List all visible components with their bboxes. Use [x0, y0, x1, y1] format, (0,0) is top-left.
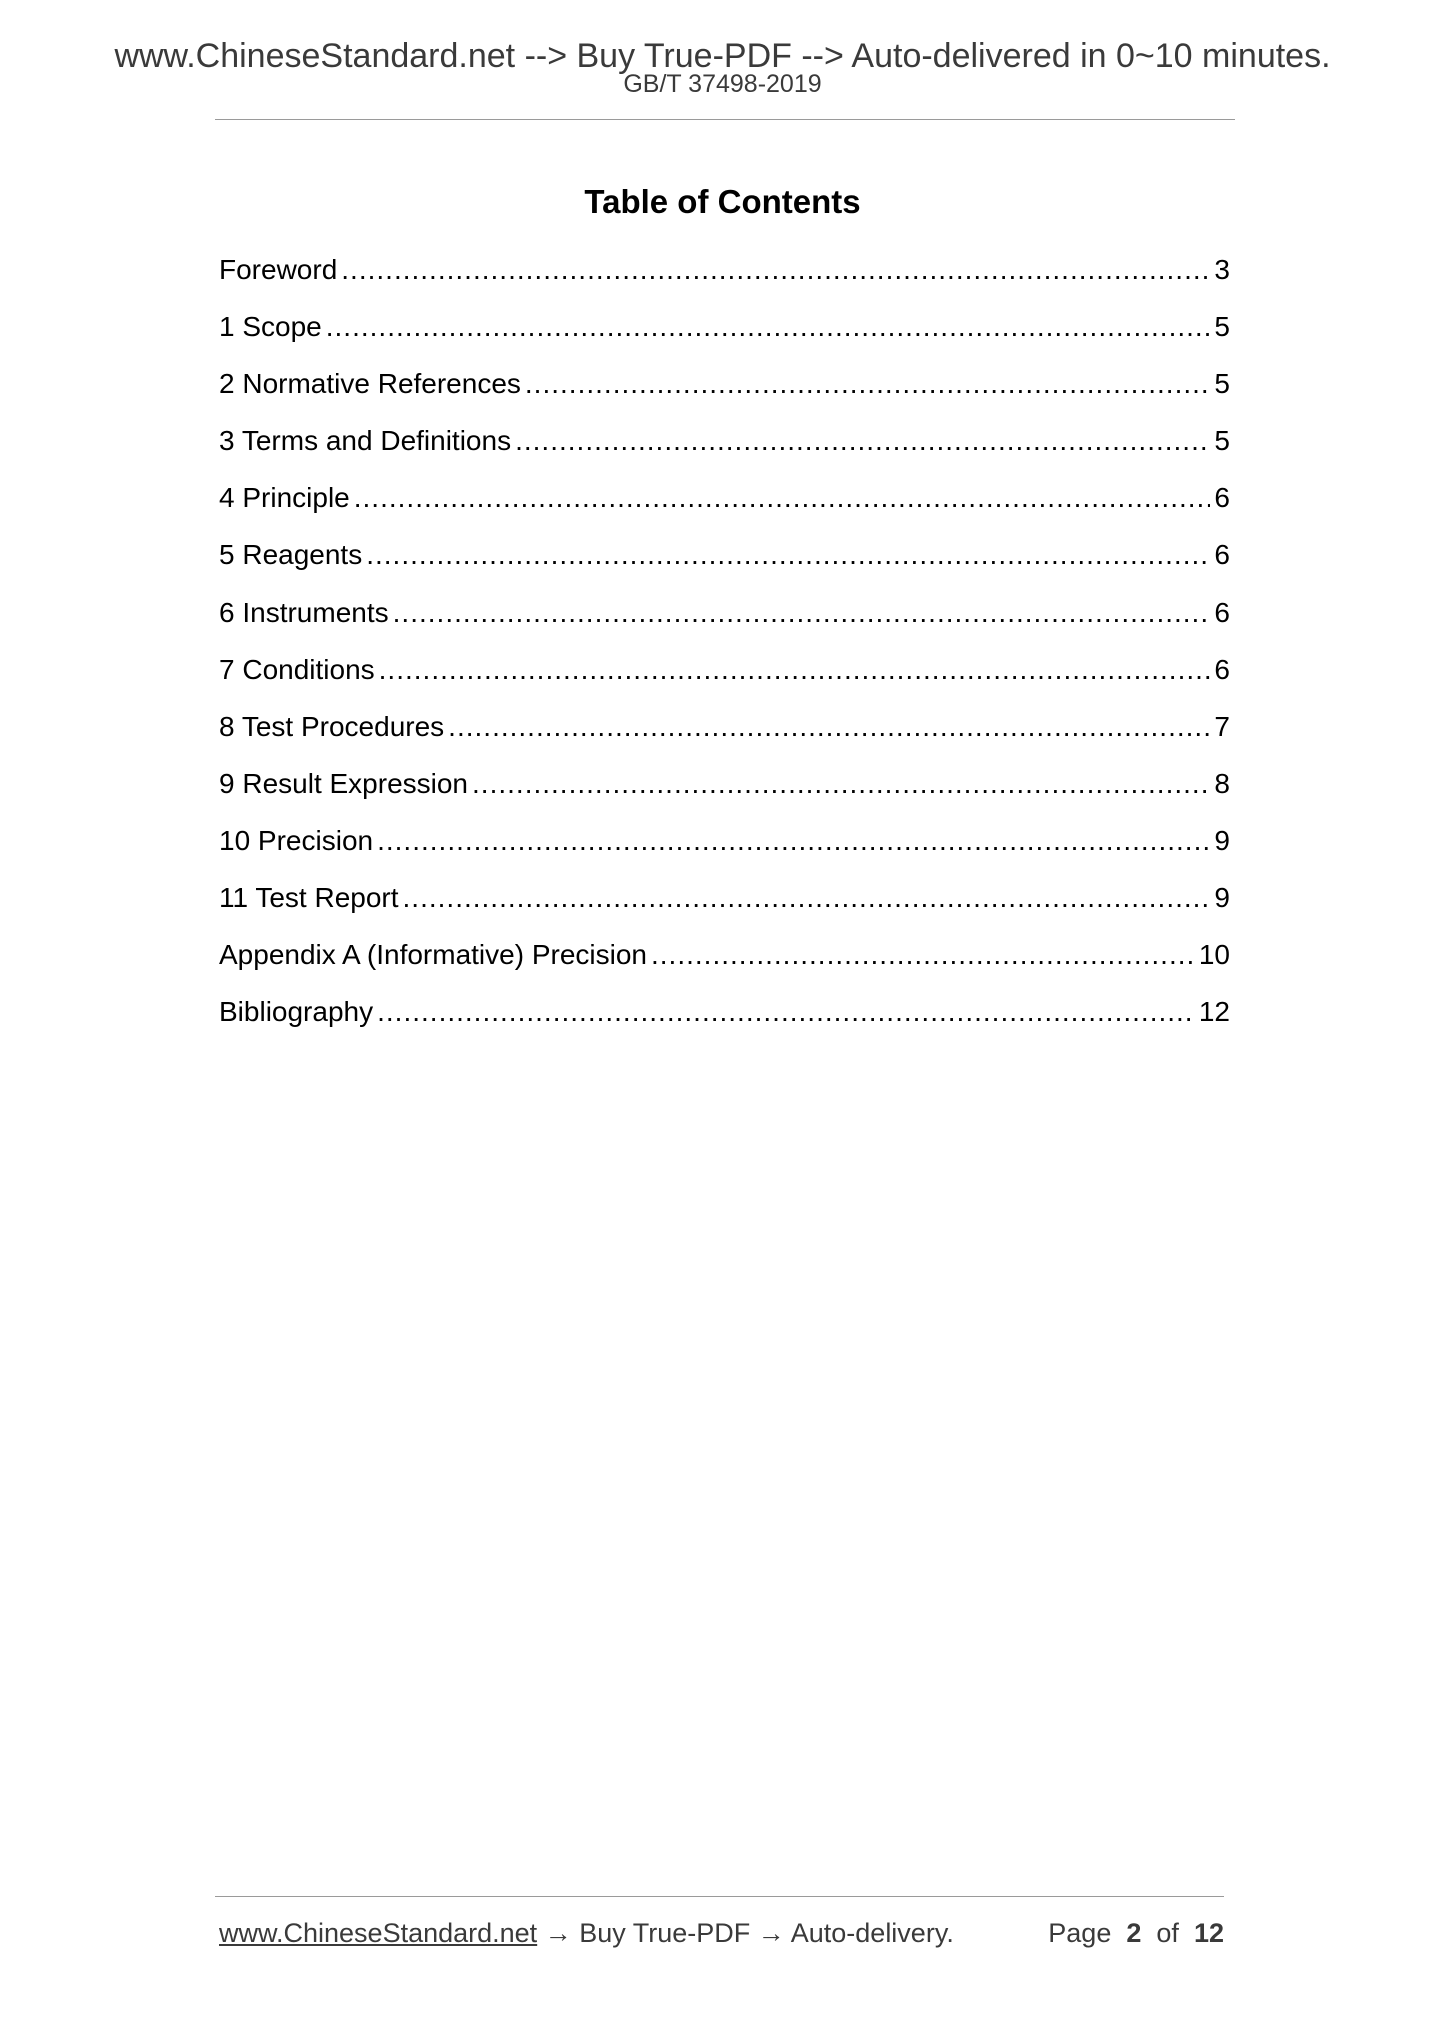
header-banner: www.ChineseStandard.net --> Buy True-PDF --> Auto-delivered in 0~10 minutes.	[114, 37, 1331, 75]
toc-dot-leader	[651, 933, 1195, 977]
toc-entry-label: 1 Scope	[219, 311, 322, 343]
toc-entry-terms-and-definitions[interactable]	[219, 419, 1230, 476]
toc-entry-page: 5	[1214, 368, 1230, 400]
toc-dot-leader	[377, 990, 1195, 1034]
toc-entry-scope[interactable]	[219, 305, 1230, 362]
toc-list	[219, 248, 1230, 1047]
footer-divider	[215, 1896, 1224, 1897]
toc-dot-leader	[403, 876, 1211, 920]
toc-entry-label: 2 Normative References	[219, 368, 521, 400]
toc-entry-label: Foreword	[219, 254, 338, 285]
toc-entry-page: 5	[1214, 311, 1230, 343]
toc-dot-leader	[379, 648, 1211, 692]
toc-entry-page: 7	[1214, 710, 1230, 742]
total-pages-number: 12	[1193, 1918, 1224, 1948]
current-page-number: 2	[1126, 1918, 1142, 1948]
toc-entry-result-expression[interactable]	[219, 762, 1230, 819]
footer-left	[219, 1916, 954, 1950]
toc-entry-page: 10	[1198, 939, 1230, 971]
toc-entry-label: 9 Result Expression	[219, 767, 469, 799]
toc-entry-page: 9	[1214, 882, 1230, 914]
toc-entry-label: 6 Instruments	[219, 596, 389, 628]
toc-dot-leader	[393, 591, 1211, 635]
toc-dot-leader	[354, 476, 1211, 520]
toc-entry-page: 6	[1214, 596, 1230, 628]
toc-dot-leader	[515, 419, 1210, 463]
toc-dot-leader	[326, 305, 1211, 349]
toc-entry-precision[interactable]	[219, 819, 1230, 876]
toc-entry-page: 3	[1214, 254, 1230, 285]
toc-entry-page: 6	[1214, 482, 1230, 514]
footer-tagline: → Buy True-PDF → Auto-delivery.	[537, 1918, 954, 1948]
of-word: of	[1156, 1918, 1179, 1948]
toc-entry-label: 10 Precision	[219, 824, 374, 856]
page-word: Page	[1048, 1918, 1112, 1948]
toc-entry-instruments[interactable]	[219, 591, 1230, 648]
toc-entry-normative-references[interactable]	[219, 362, 1230, 419]
footer-site-link[interactable]: www.ChineseStandard.net	[219, 1918, 538, 1948]
header-divider	[215, 119, 1235, 120]
toc-dot-leader	[341, 248, 1210, 292]
toc-entry-label: 11 Test Report	[219, 882, 399, 914]
toc-entry-page: 8	[1214, 767, 1230, 799]
toc-entry-appendix-a[interactable]	[219, 933, 1230, 990]
toc-dot-leader	[472, 762, 1210, 806]
toc-entry-label: 3 Terms and Definitions	[219, 425, 512, 457]
toc-entry-label: 7 Conditions	[219, 653, 375, 685]
toc-entry-label: Appendix A (Informative) Precision	[219, 939, 647, 971]
toc-entry-page: 6	[1214, 539, 1230, 571]
toc-entry-bibliography[interactable]	[219, 990, 1230, 1047]
toc-dot-leader	[366, 533, 1210, 577]
toc-entry-page: 6	[1214, 653, 1230, 685]
toc-entry-principle[interactable]	[219, 476, 1230, 533]
toc-entry-page: 9	[1214, 824, 1230, 856]
toc-title: Table of Contents	[584, 183, 861, 220]
toc-dot-leader	[448, 705, 1210, 749]
toc-entry-label: 5 Reagents	[219, 539, 363, 571]
toc-entry-label: 4 Principle	[219, 482, 350, 514]
toc-dot-leader	[377, 819, 1210, 863]
page-number	[1048, 1916, 1224, 1950]
toc-entry-label: 8 Test Procedures	[219, 710, 445, 742]
toc-entry-label: Bibliography	[219, 996, 374, 1028]
toc-entry-page: 5	[1214, 425, 1230, 457]
toc-dot-leader	[525, 362, 1211, 406]
toc-entry-test-report[interactable]	[219, 876, 1230, 933]
toc-entry-test-procedures[interactable]	[219, 705, 1230, 762]
toc-entry-conditions[interactable]	[219, 648, 1230, 705]
toc-entry-foreword[interactable]	[219, 248, 1230, 305]
toc-entry-reagents[interactable]	[219, 533, 1230, 590]
toc-entry-page: 12	[1198, 996, 1230, 1028]
document-code: GB/T 37498-2019	[623, 70, 822, 98]
